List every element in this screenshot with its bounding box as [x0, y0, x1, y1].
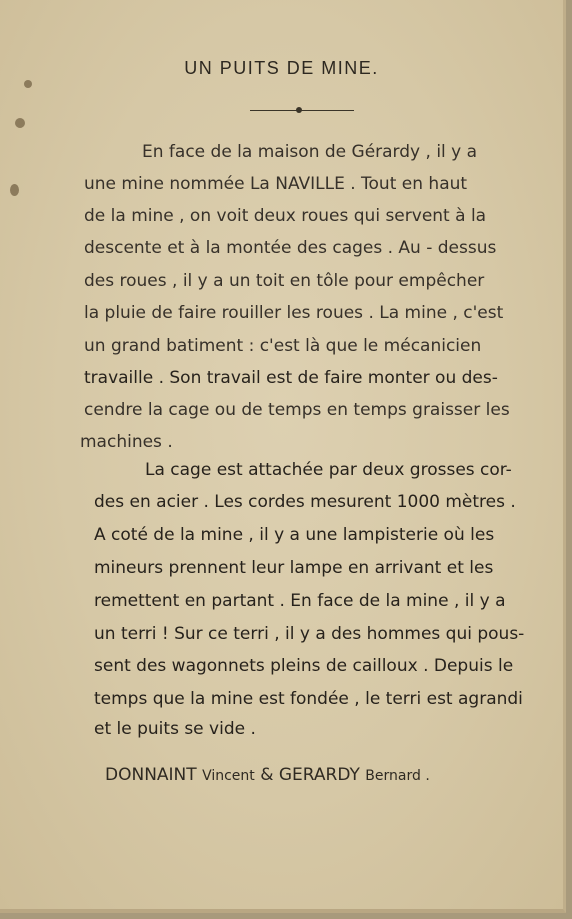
- binding-hole: [24, 80, 32, 88]
- text-line: des en acier . Les cordes mesurent 1000 mètres .: [94, 492, 516, 512]
- text-line: temps que la mine est fondée , le terri est agrandi: [94, 689, 523, 709]
- text-line: de la mine , on voit deux roues qui servent à la: [84, 206, 487, 226]
- author-2-surname: GERARDY: [278, 765, 360, 785]
- text-line: la pluie de faire rouiller les roues . La mine , c'est: [84, 303, 504, 323]
- document-title: UN PUITS DE MINE.: [184, 58, 379, 78]
- author-1-firstname: Vincent: [202, 768, 255, 784]
- binding-hole: [10, 184, 19, 196]
- text-line: A coté de la mine , il y a une lampisterie où les: [94, 525, 495, 545]
- text-line: La cage est attachée par deux grosses cor-: [145, 460, 512, 480]
- text-line: descente et à la montée des cages . Au - dessus: [84, 238, 497, 258]
- text-line: un terri ! Sur ce terri , il y a des hommes qui pous-: [94, 624, 525, 644]
- binding-hole: [15, 118, 25, 128]
- text-line: un grand batiment : c'est là que le mécanicien: [84, 336, 482, 356]
- author-2-firstname: Bernard .: [365, 768, 430, 784]
- text-line: une mine nommée La NAVILLE . Tout en haut: [84, 174, 468, 194]
- text-line: sent des wagonnets pleins de cailloux . Depuis le: [94, 656, 514, 676]
- text-line: remettent en partant . En face de la mine , il y a: [94, 591, 506, 611]
- text-line: cendre la cage ou de temps en temps graisser les: [84, 400, 510, 420]
- title-separator: [250, 110, 354, 111]
- author-1-surname: DONNAINT: [105, 765, 197, 785]
- text-line: En face de la maison de Gérardy , il y a: [142, 142, 478, 162]
- text-line: travaille . Son travail est de faire monter ou des-: [84, 368, 498, 388]
- text-line: machines .: [80, 432, 173, 452]
- text-line: et le puits se vide .: [94, 719, 256, 739]
- text-line: des roues , il y a un toit en tôle pour empêcher: [84, 271, 485, 291]
- text-line: mineurs prennent leur lampe en arrivant et les: [94, 558, 494, 578]
- signature-ampersand: &: [260, 765, 274, 785]
- signature: [105, 765, 430, 785]
